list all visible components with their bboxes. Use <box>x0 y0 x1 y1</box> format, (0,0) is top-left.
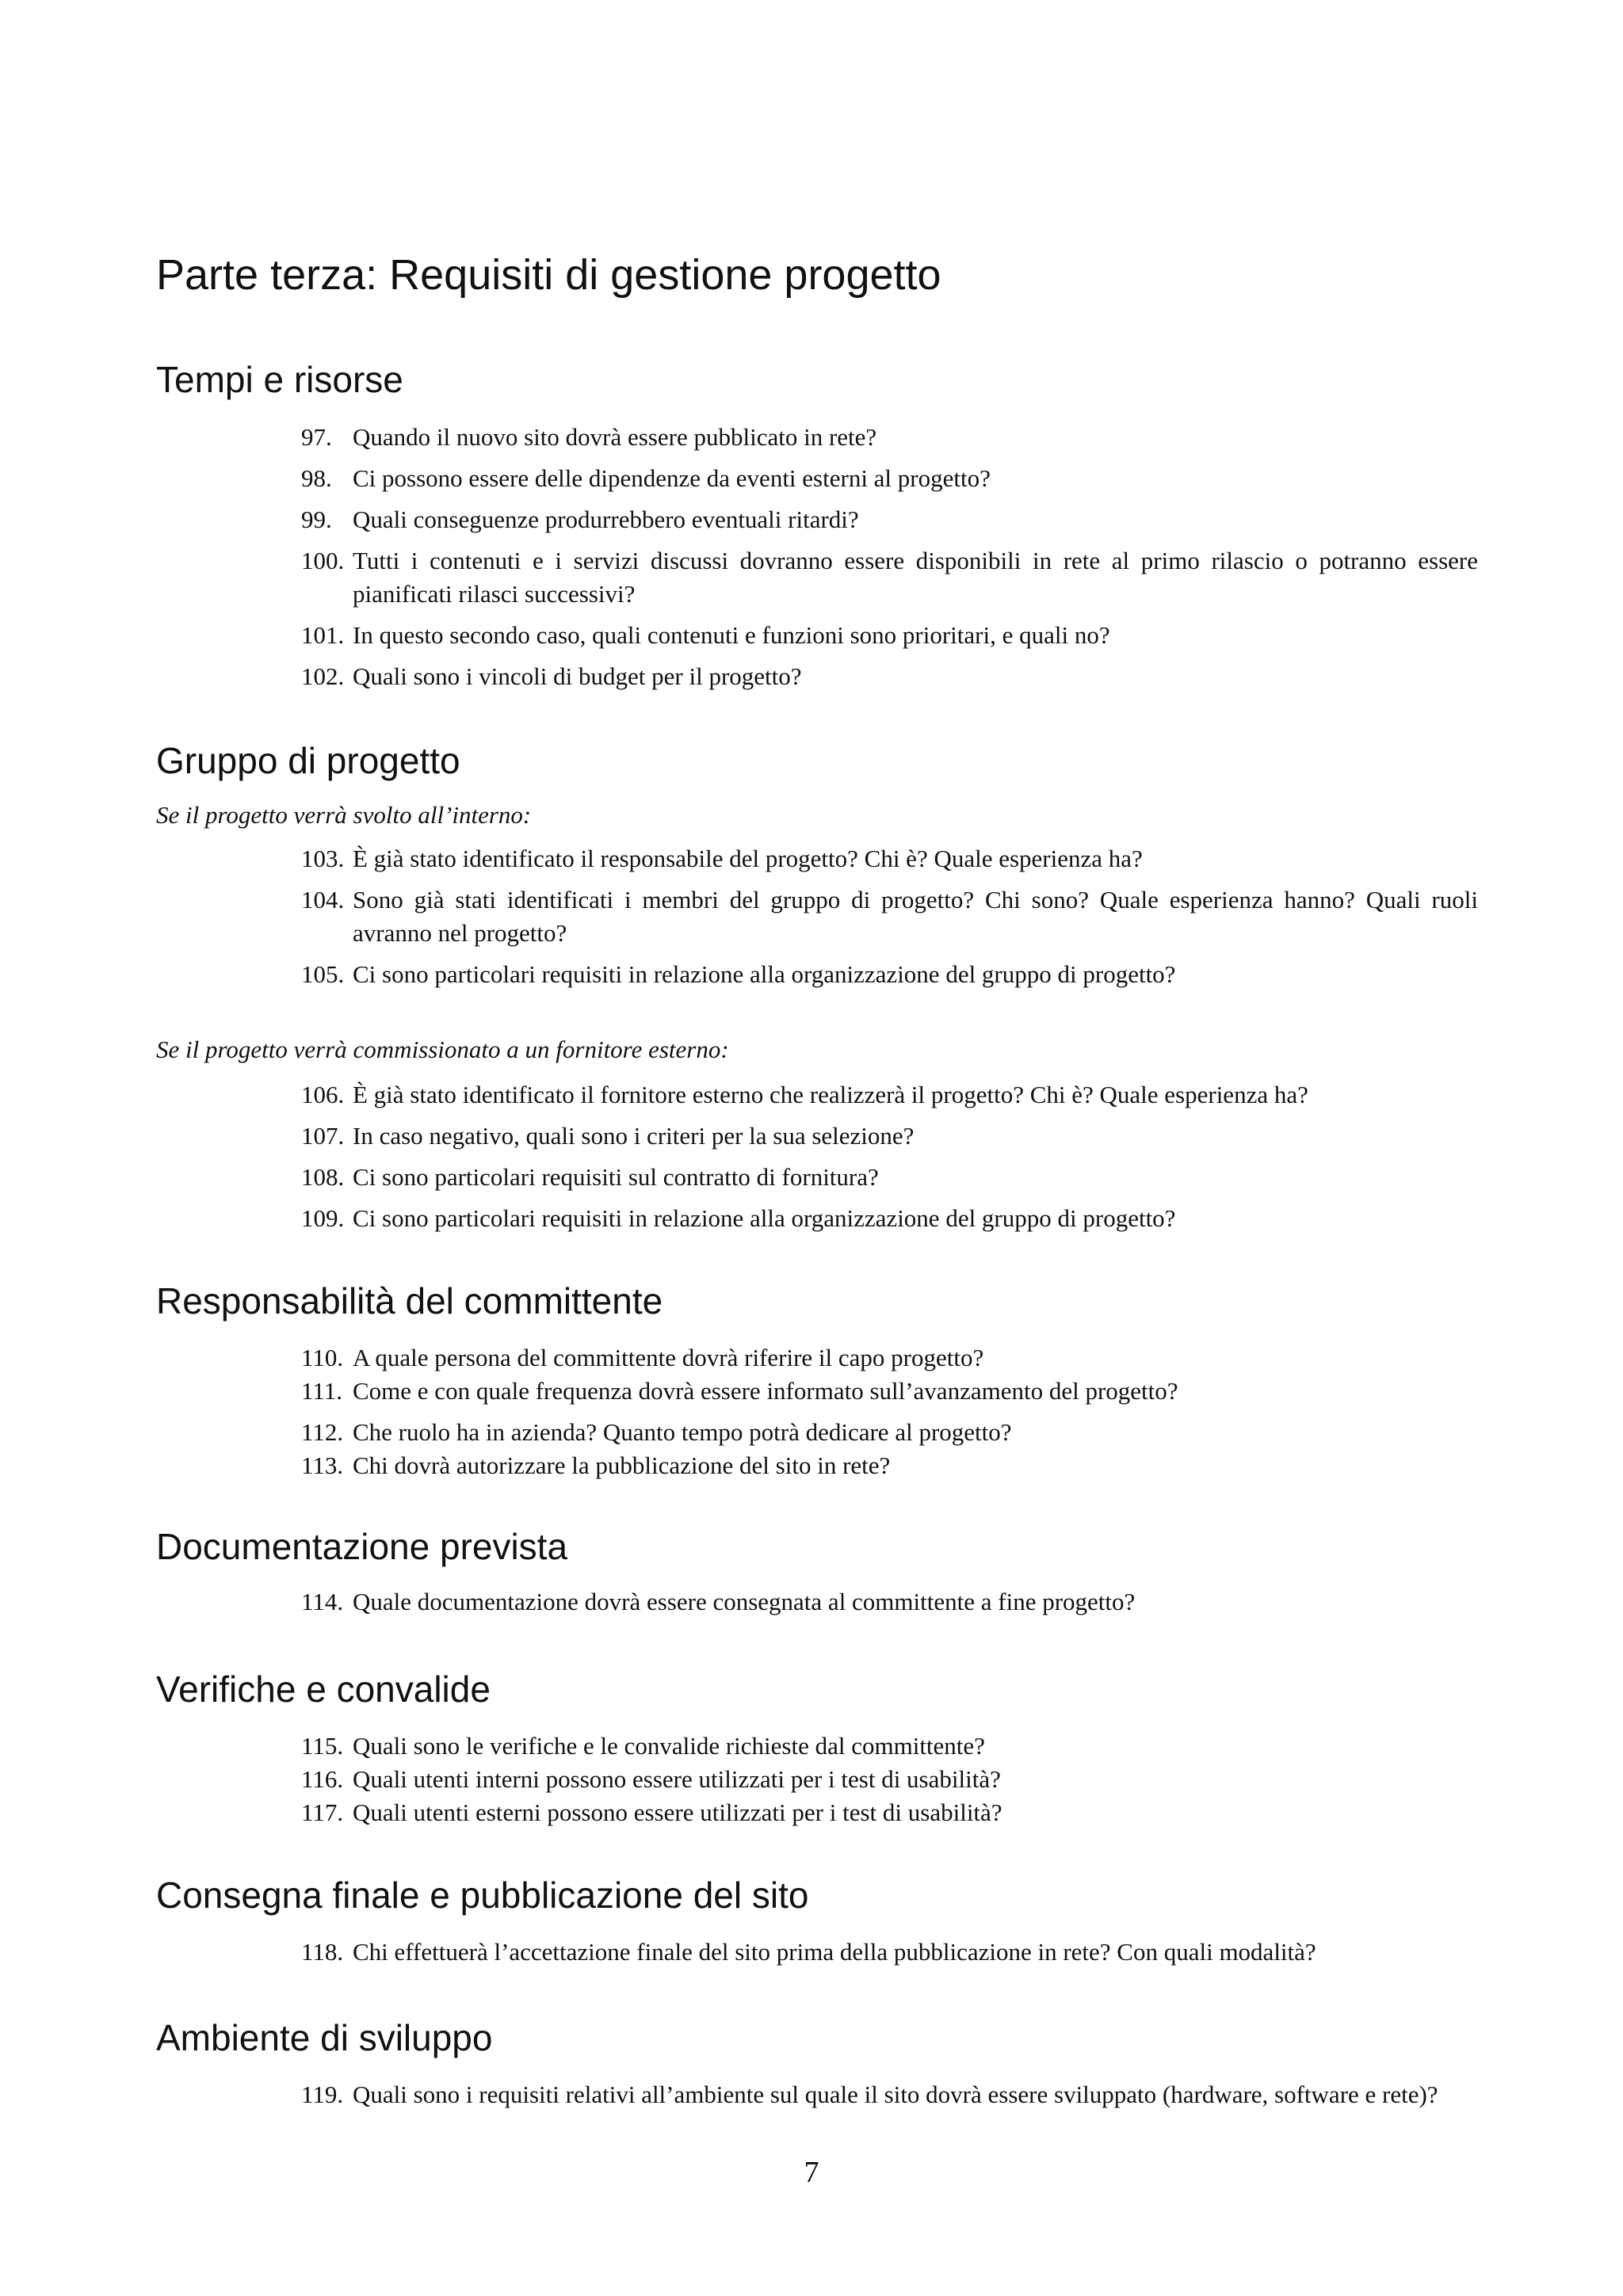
item-text: Quali sono i requisiti relativi all’ambiente sul quale il sito dovrà essere sviluppato (hardware, software e rete)? <box>353 2081 1438 2108</box>
list-item <box>301 1936 1478 1969</box>
subsection-intro-esterno: Se il progetto verrà commissionato a un fornitore esterno: <box>156 1035 729 1063</box>
section-heading-verifiche: Verifiche e convalide <box>156 1669 491 1710</box>
item-number: 108. <box>301 1163 345 1191</box>
item-text: Quando il nuovo sito dovrà essere pubblicato in rete? <box>353 423 877 451</box>
section-heading-consegna: Consegna finale e pubblicazione del sito <box>156 1875 809 1916</box>
item-text: Chi effettuerà l’accettazione finale del sito prima della pubblicazione in rete? Con quali modalità? <box>353 1938 1316 1966</box>
section-heading-ambiente: Ambiente di sviluppo <box>156 2017 493 2058</box>
item-number: 104. <box>301 886 345 913</box>
section-heading-gruppo-di-progetto: Gruppo di progetto <box>156 740 460 781</box>
item-number: 107. <box>301 1122 345 1150</box>
item-number: 112. <box>301 1418 344 1446</box>
subsection-intro-interno: Se il progetto verrà svolto all’interno: <box>156 801 532 829</box>
item-text: Quali sono le verifiche e le convalide richieste dal committente? <box>353 1732 985 1760</box>
item-number: 118. <box>301 1938 344 1966</box>
list-item <box>301 544 1478 611</box>
item-text: A quale persona del committente dovrà riferire il capo progetto? <box>353 1344 984 1371</box>
item-text: Quali conseguenze produrrebbero eventuali ritardi? <box>353 505 859 533</box>
item-text: In questo secondo caso, quali contenuti e funzioni sono prioritari, e quali no? <box>353 621 1110 649</box>
item-text: Ci possono essere delle dipendenze da eventi esterni al progetto? <box>353 464 991 492</box>
item-text: Quali utenti interni possono essere utilizzati per i test di usabilità? <box>353 1765 1001 1793</box>
list-item <box>301 503 1478 536</box>
list-item <box>301 1449 1478 1482</box>
item-text: È già stato identificato il fornitore esterno che realizzerà il progetto? Chi è? Quale esperienza ha? <box>353 1081 1308 1108</box>
list-item <box>301 1161 1478 1194</box>
item-text: In caso negativo, quali sono i criteri per la sua selezione? <box>353 1122 915 1150</box>
list-item <box>301 1730 1478 1763</box>
item-number: 97. <box>301 423 332 451</box>
item-number: 114. <box>301 1588 344 1615</box>
item-number: 98. <box>301 464 332 492</box>
item-number: 106. <box>301 1081 345 1108</box>
item-text: Ci sono particolari requisiti in relazione alla organizzazione del gruppo di progetto? <box>353 960 1176 988</box>
item-text: Ci sono particolari requisiti in relazione alla organizzazione del gruppo di progetto? <box>353 1204 1176 1232</box>
list-item <box>301 1375 1478 1408</box>
item-text: Ci sono particolari requisiti sul contratto di fornitura? <box>353 1163 879 1191</box>
item-number: 115. <box>301 1732 344 1760</box>
list-item <box>301 1119 1478 1153</box>
item-number: 99. <box>301 505 332 533</box>
item-number: 100. <box>301 547 345 574</box>
list-item <box>301 462 1478 495</box>
item-text: Quale documentazione dovrà essere consegnata al committente a fine progetto? <box>353 1588 1136 1615</box>
item-number: 103. <box>301 845 345 872</box>
list-item <box>301 1796 1478 1829</box>
item-number: 117. <box>301 1798 344 1826</box>
list-item <box>301 660 1478 693</box>
item-number: 102. <box>301 662 345 690</box>
item-text: Tutti i contenuti e i servizi discussi dovranno essere disponibili in rete al primo rilascio o potranno essere pianificati rilasci successivi? <box>353 547 1478 608</box>
section-heading-responsabilita: Responsabilità del committente <box>156 1280 663 1322</box>
list-item <box>301 1078 1478 1112</box>
list-item <box>301 958 1478 991</box>
item-text: Chi dovrà autorizzare la pubblicazione del sito in rete? <box>353 1451 891 1479</box>
item-number: 111. <box>301 1377 342 1405</box>
item-number: 119. <box>301 2081 344 2108</box>
list-item <box>301 421 1478 454</box>
list-item <box>301 619 1478 652</box>
list-item <box>301 1585 1478 1619</box>
item-number: 113. <box>301 1451 344 1479</box>
item-number: 110. <box>301 1344 344 1371</box>
list-item <box>301 883 1478 950</box>
item-text: È già stato identificato il responsabile del progetto? Chi è? Quale esperienza ha? <box>353 845 1143 872</box>
item-text: Quali utenti esterni possono essere utilizzati per i test di usabilità? <box>353 1798 1002 1826</box>
list-item <box>301 1416 1478 1449</box>
page-title: Parte terza: Requisiti di gestione progetto <box>156 251 941 299</box>
list-item <box>301 842 1478 875</box>
list-item <box>301 1202 1478 1235</box>
list-item <box>301 1763 1478 1796</box>
section-heading-tempi-e-risorse: Tempi e risorse <box>156 359 403 400</box>
item-text: Come e con quale frequenza dovrà essere informato sull’avanzamento del progetto? <box>353 1377 1178 1405</box>
item-number: 101. <box>301 621 345 649</box>
item-text: Quali sono i vincoli di budget per il progetto? <box>353 662 802 690</box>
item-number: 105. <box>301 960 345 988</box>
list-item <box>301 2078 1478 2111</box>
section-heading-documentazione: Documentazione prevista <box>156 1526 568 1567</box>
page-number: 7 <box>804 2156 819 2189</box>
list-item <box>301 1341 1478 1375</box>
item-text: Che ruolo ha in azienda? Quanto tempo potrà dedicare al progetto? <box>353 1418 1012 1446</box>
item-number: 116. <box>301 1765 344 1793</box>
item-number: 109. <box>301 1204 345 1232</box>
item-text: Sono già stati identificati i membri del gruppo di progetto? Chi sono? Quale esperienza hanno? Quali ruoli avranno nel progetto? <box>353 886 1478 947</box>
